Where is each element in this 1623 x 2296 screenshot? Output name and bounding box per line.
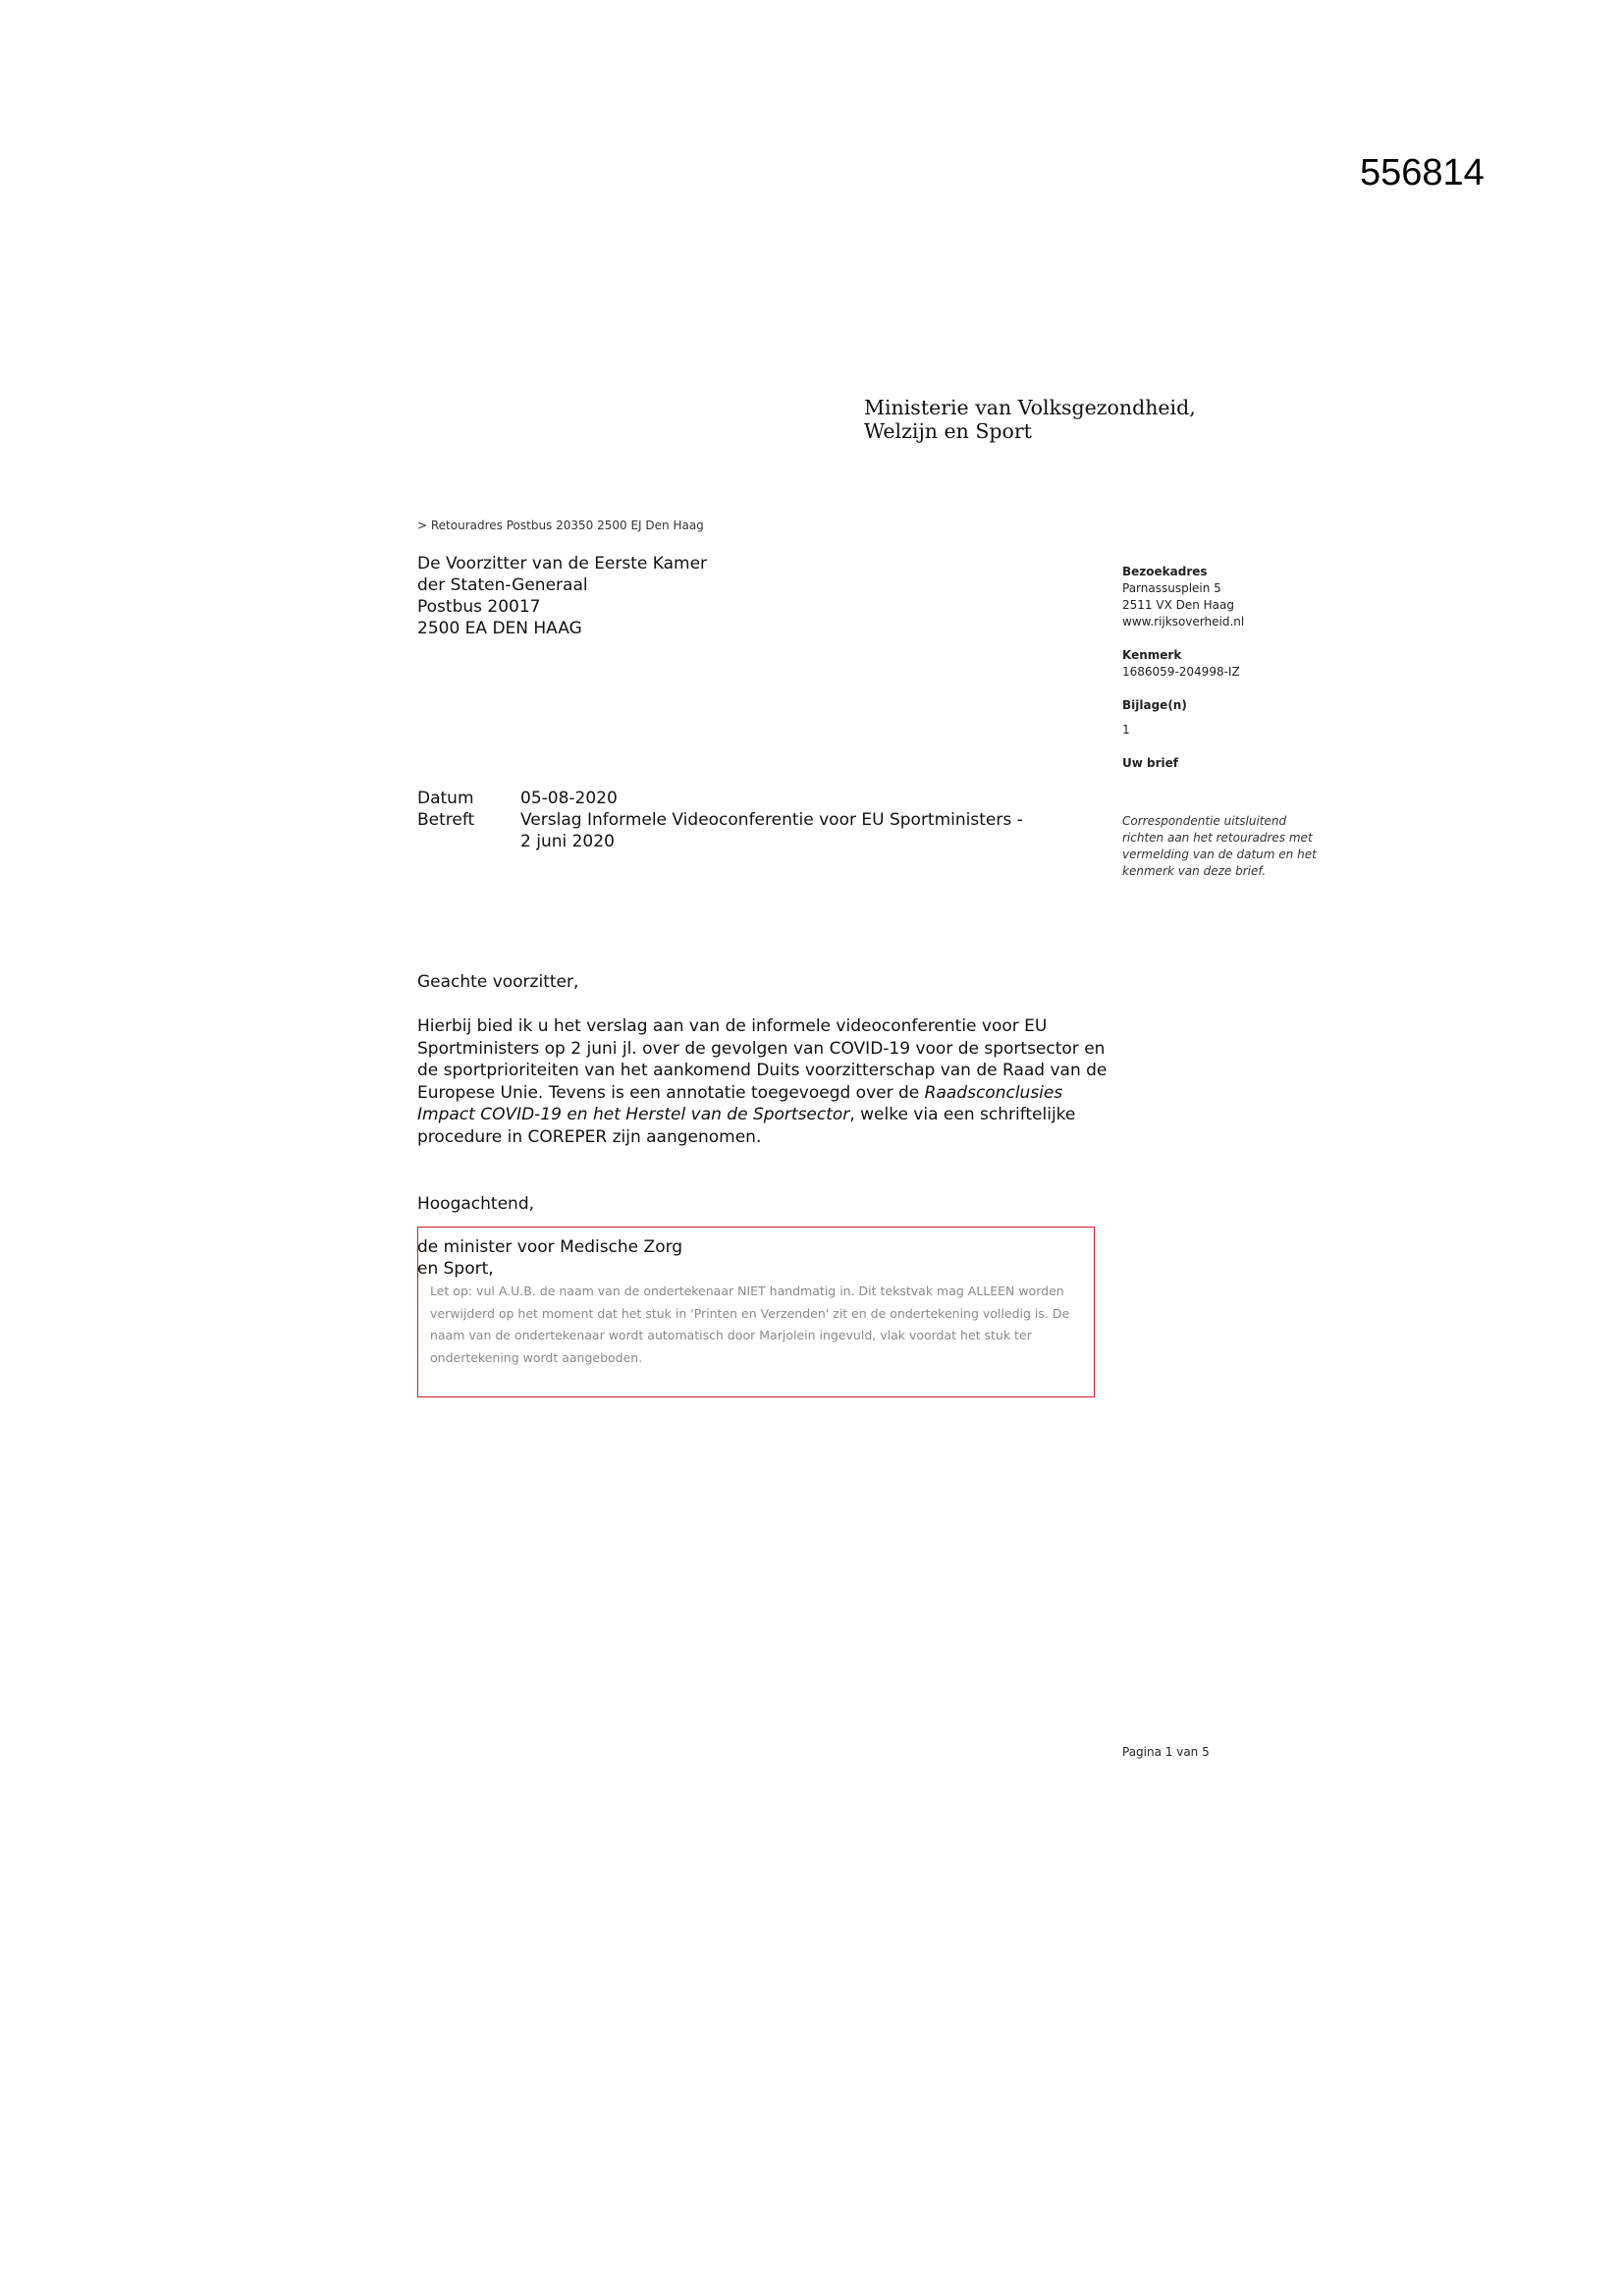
bezoekadres-line: 2511 VX Den Haag — [1122, 598, 1234, 612]
document-number: 556814 — [1360, 152, 1485, 193]
datum-value: 05-08-2020 — [520, 789, 618, 808]
signer-line-2: en Sport, — [417, 1259, 494, 1279]
letterhead-line-2: Welzijn en Sport — [864, 419, 1032, 443]
kenmerk-label: Kenmerk — [1122, 648, 1182, 662]
betreft-value-line-2: 2 juni 2020 — [520, 832, 615, 851]
closing: Hoogachtend, — [417, 1194, 535, 1214]
salutation: Geachte voorzitter, — [417, 972, 579, 992]
addressee-line: De Voorzitter van de Eerste Kamer — [417, 554, 708, 574]
website-link[interactable]: www.rijksoverheid.nl — [1122, 615, 1245, 629]
signer-line-1: de minister voor Medische Zorg — [417, 1237, 683, 1257]
signer-block — [417, 1236, 682, 1280]
bezoekadres-line: Parnassusplein 5 — [1122, 581, 1221, 595]
body-text-part-1: Hierbij bied ik u het verslag aan van de informele videoconferentie voor EU Sportministers op 2 juni jl. over de gevolgen van COVID-19 voor de sportsector en de sportprioriteiten van het aankomend Duits voorzitterschap van de Raad van de Europese Unie. Tevens is een annotatie toegevoegd over de — [417, 1016, 1108, 1103]
kenmerk-value: 1686059-204998-IZ — [1122, 665, 1240, 679]
bijlagen-value: 1 — [1122, 723, 1130, 737]
betreft-value-line-1: Verslag Informele Videoconferentie voor EU Sportministers - — [520, 810, 1023, 830]
uw-brief-label: Uw brief — [1122, 756, 1178, 770]
correspondence-note: Correspondentie uitsluitend richten aan het retouradres met vermelding van de datum en het kenmerk van deze brief. — [1122, 814, 1317, 878]
bezoekadres-label: Bezoekadres — [1122, 565, 1208, 578]
letterhead-line-1: Ministerie van Volksgezondheid, — [864, 396, 1196, 419]
kenmerk-block — [1122, 647, 1348, 681]
body-text-part-2: , welke via een schriftelijke procedure in COREPER zijn aangenomen. — [417, 1105, 1076, 1147]
body-paragraph — [417, 1015, 1124, 1148]
uw-brief-block — [1122, 755, 1348, 772]
return-address: > Retouradres Postbus 20350 2500 EJ Den Haag — [417, 519, 704, 532]
signature-note: Let op: vul A.U.B. de naam van de ondertekenaar NIET handmatig in. Dit tekstvak mag ALLEEN worden verwijderd op het moment dat het stuk in 'Printen en Verzenden' zit en de ondertekening volledig is. De naam van de ondertekenaar wordt automatisch door Marjolein ingevuld, vlak voordat het stuk ter ondertekening wordt aangeboden. — [430, 1284, 1070, 1365]
datum-label: Datum — [417, 789, 474, 808]
ministry-letterhead — [864, 396, 1196, 443]
sidebar-info — [1122, 564, 1348, 880]
addressee-block — [417, 553, 707, 639]
addressee-line: 2500 EA DEN HAAG — [417, 619, 582, 638]
page-number: Pagina 1 van 5 — [1122, 1745, 1210, 1759]
betreft-label: Betreft — [417, 810, 475, 830]
addressee-line: Postbus 20017 — [417, 597, 541, 617]
body-text-italic: Raadsconclusies Impact COVID-19 en het Herstel van de Sportsector — [417, 1082, 1063, 1124]
addressee-line: der Staten-Generaal — [417, 575, 588, 595]
bijlagen-block — [1122, 697, 1348, 738]
bezoekadres-block — [1122, 564, 1348, 630]
bijlagen-label: Bijlage(n) — [1122, 698, 1187, 712]
